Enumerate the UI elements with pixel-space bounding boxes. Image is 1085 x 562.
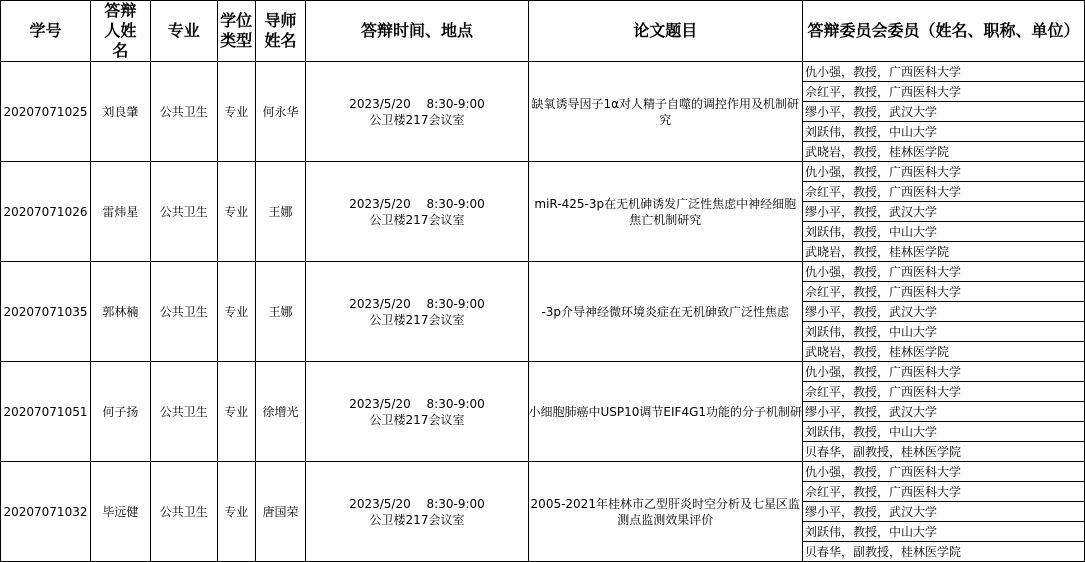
committee-member-cell: 刘跃伟，教授，中山大学 [803, 222, 1085, 242]
defense-time: 2023/5/20 8:30-9:00 [349, 296, 485, 311]
advisor-cell: 何永华 [255, 62, 306, 162]
defense-time: 2023/5/20 8:30-9:00 [349, 196, 485, 211]
table-row [1, 462, 1085, 482]
defense-place: 公卫楼217会议室 [369, 512, 465, 527]
committee-member-cell: 仇小强，教授，广西医科大学 [803, 362, 1085, 382]
header-time-place: 答辩时间、地点 [306, 1, 528, 62]
defense-time: 2023/5/20 8:30-9:00 [349, 496, 485, 511]
defendant-name-cell: 雷炜星 [90, 162, 150, 262]
table-row [1, 362, 1085, 382]
committee-member-cell: 武晓岩，教授，桂林医学院 [803, 342, 1085, 362]
major-cell: 公共卫生 [150, 362, 217, 462]
header-advisor: 导师姓名 [255, 1, 306, 62]
time-place-cell [306, 462, 528, 562]
committee-member-cell: 佘红平，教授，广西医科大学 [803, 382, 1085, 402]
defense-place: 公卫楼217会议室 [369, 212, 465, 227]
degree-type-cell: 专业 [217, 162, 255, 262]
advisor-cell: 王娜 [255, 162, 306, 262]
committee-member-cell: 刘跃伟，教授，中山大学 [803, 422, 1085, 442]
student-id-cell: 20207071035 [1, 262, 91, 362]
advisor-cell: 唐国荣 [255, 462, 306, 562]
defense-time: 2023/5/20 8:30-9:00 [349, 396, 485, 411]
thesis-title-cell: 2005-2021年桂林市乙型肝炎时空分析及七星区监测点监测效果评价 [528, 462, 803, 562]
committee-member-cell: 缪小平，教授，武汉大学 [803, 302, 1085, 322]
defense-place: 公卫楼217会议室 [369, 112, 465, 127]
time-place-cell [306, 162, 528, 262]
header-committee: 答辩委员会委员（姓名、职称、单位） [803, 1, 1085, 62]
defense-place: 公卫楼217会议室 [369, 312, 465, 327]
defendant-name-cell: 毕远健 [90, 462, 150, 562]
time-place-cell [306, 262, 528, 362]
header-name: 答辩人姓名 [90, 1, 150, 62]
major-cell: 公共卫生 [150, 262, 217, 362]
committee-member-cell: 刘跃伟，教授，中山大学 [803, 322, 1085, 342]
table-row [1, 62, 1085, 82]
committee-member-cell: 仇小强，教授，广西医科大学 [803, 62, 1085, 82]
header-row [1, 1, 1085, 62]
table-row [1, 162, 1085, 182]
committee-member-cell: 武晓岩，教授，桂林医学院 [803, 142, 1085, 162]
thesis-title-cell: miR-425-3p在无机砷诱发广泛性焦虑中神经细胞焦亡机制研究 [528, 162, 803, 262]
defendant-name-cell: 郭林楠 [90, 262, 150, 362]
committee-member-cell: 贝春华，副教授，桂林医学院 [803, 442, 1085, 462]
time-place-cell [306, 62, 528, 162]
table-row [1, 262, 1085, 282]
advisor-cell: 徐增光 [255, 362, 306, 462]
committee-member-cell: 佘红平，教授，广西医科大学 [803, 282, 1085, 302]
committee-member-cell: 佘红平，教授，广西医科大学 [803, 82, 1085, 102]
committee-member-cell: 缪小平，教授，武汉大学 [803, 102, 1085, 122]
committee-member-cell: 佘红平，教授，广西医科大学 [803, 482, 1085, 502]
committee-member-cell: 刘跃伟，教授，中山大学 [803, 522, 1085, 542]
defendant-name-cell: 何子扬 [90, 362, 150, 462]
committee-member-cell: 佘红平，教授，广西医科大学 [803, 182, 1085, 202]
student-id-cell: 20207071032 [1, 462, 91, 562]
defendant-name-cell: 刘良肇 [90, 62, 150, 162]
committee-member-cell: 武晓岩，教授，桂林医学院 [803, 242, 1085, 262]
thesis-title-cell: 缺氧诱导因子1α对人精子自噬的调控作用及机制研究 [528, 62, 803, 162]
committee-member-cell: 仇小强，教授，广西医科大学 [803, 262, 1085, 282]
major-cell: 公共卫生 [150, 462, 217, 562]
degree-type-cell: 专业 [217, 362, 255, 462]
header-degree-type: 学位类型 [217, 1, 255, 62]
student-id-cell: 20207071025 [1, 62, 91, 162]
committee-member-cell: 缪小平，教授，武汉大学 [803, 502, 1085, 522]
committee-member-cell: 缪小平，教授，武汉大学 [803, 402, 1085, 422]
advisor-cell: 王娜 [255, 262, 306, 362]
committee-member-cell: 缪小平，教授，武汉大学 [803, 202, 1085, 222]
defense-time: 2023/5/20 8:30-9:00 [349, 96, 485, 111]
time-place-cell [306, 362, 528, 462]
committee-member-cell: 仇小强，教授，广西医科大学 [803, 162, 1085, 182]
student-id-cell: 20207071026 [1, 162, 91, 262]
header-student-id: 学号 [1, 1, 91, 62]
degree-type-cell: 专业 [217, 262, 255, 362]
degree-type-cell: 专业 [217, 62, 255, 162]
major-cell: 公共卫生 [150, 162, 217, 262]
committee-member-cell: 仇小强，教授，广西医科大学 [803, 462, 1085, 482]
major-cell: 公共卫生 [150, 62, 217, 162]
header-thesis: 论文题目 [528, 1, 803, 62]
thesis-title-cell: 小细胞肺癌中USP10调节EIF4G1功能的分子机制研 [528, 362, 803, 462]
header-major: 专业 [150, 1, 217, 62]
defense-place: 公卫楼217会议室 [369, 412, 465, 427]
student-id-cell: 20207071051 [1, 362, 91, 462]
committee-member-cell: 刘跃伟，教授，中山大学 [803, 122, 1085, 142]
degree-type-cell: 专业 [217, 462, 255, 562]
committee-member-cell: 贝春华，副教授，桂林医学院 [803, 542, 1085, 562]
thesis-title-cell: -3p介导神经微环境炎症在无机砷致广泛性焦虑 [528, 262, 803, 362]
